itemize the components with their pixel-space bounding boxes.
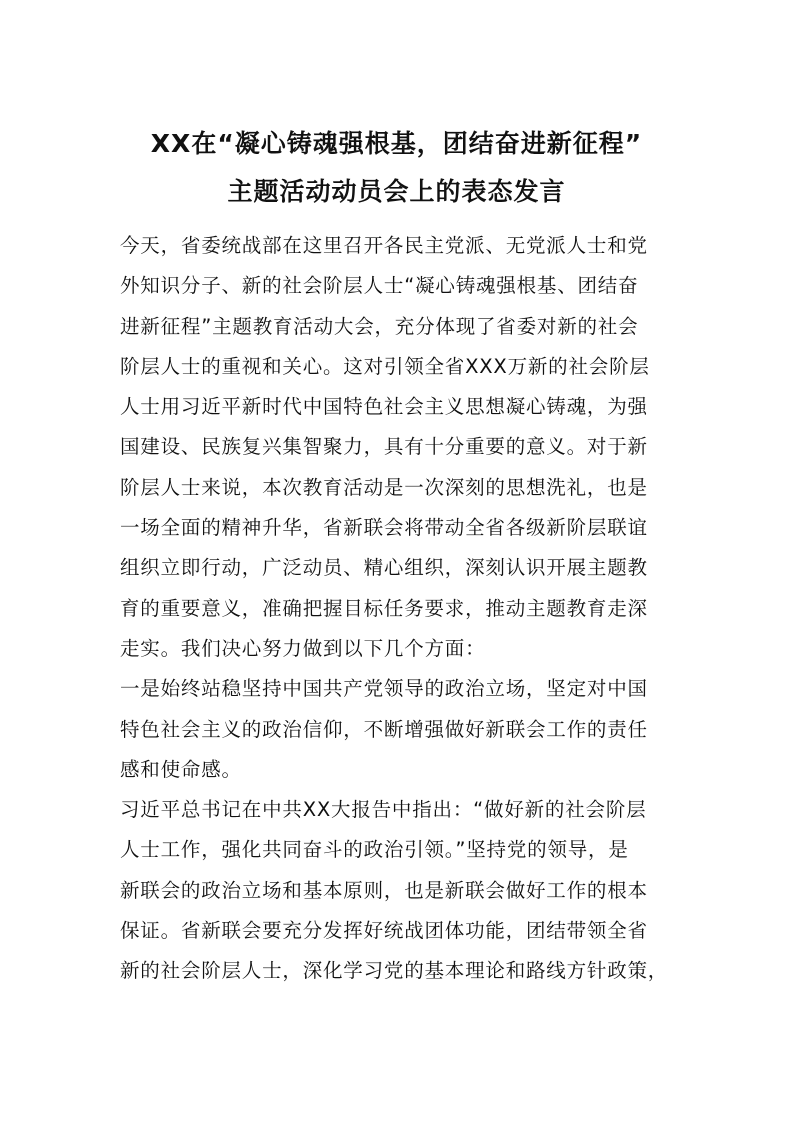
text-line: 阶层人士的重视和关心。这对引领全省XXX万新的社会阶层 (120, 354, 650, 378)
text-line: 特色社会主义的政治信仰，不断增强做好新联会工作的责任 (120, 717, 648, 741)
text-line: 国建设、民族复兴集智聚力，具有十分重要的意义。对于新 (120, 435, 648, 459)
document-title (60, 120, 733, 216)
text-line: 一场全面的精神升华，省新联会将带动全省各级新阶层联谊 (120, 516, 648, 540)
paragraph-intro (120, 226, 680, 669)
text-line: 育的重要意义，准确把握目标任务要求，推动主题教育走深 (120, 596, 648, 620)
paragraph-point-one (120, 669, 680, 790)
title-line-2: 主题活动动员会上的表态发言 (227, 177, 566, 206)
text-line: 新的社会阶层人士，深化学习党的基本理论和路线方针政策， (120, 959, 669, 983)
document-body (120, 226, 680, 992)
text-line: 新联会的政治立场和基本原则，也是新联会做好工作的根本 (120, 878, 648, 902)
text-line: 一是始终站稳坚持中国共产党领导的政治立场，坚定对中国 (120, 677, 648, 701)
text-line: 阶层人士来说，本次教育活动是一次深刻的思想洗礼，也是 (120, 475, 648, 499)
text-line: 进新征程”主题教育活动大会，充分体现了省委对新的社会 (120, 314, 639, 338)
text-line: 组织立即行动，广泛动员、精心组织，深刻认识开展主题教 (120, 556, 648, 580)
text-line: 外知识分子、新的社会阶层人士“凝心铸魂强根基、团结奋 (120, 274, 639, 298)
paragraph-quote (120, 790, 680, 991)
text-line: 人士工作，强化共同奋斗的政治引领。”坚持党的领导，是 (120, 838, 629, 862)
text-line: 感和使命感。 (120, 757, 242, 781)
text-line: 保证。省新联会要充分发挥好统战团体功能，团结带领全省 (120, 919, 648, 943)
title-line-1: XX在“凝心铸魂强根基，团结奋进新征程” (150, 129, 643, 158)
text-line: 人士用习近平新时代中国特色社会主义思想凝心铸魂，为强 (120, 395, 648, 419)
text-line: 习近平总书记在中共XX大报告中指出：“做好新的社会阶层 (120, 798, 647, 822)
text-line: 今天，省委统战部在这里召开各民主党派、无党派人士和党 (120, 234, 648, 257)
text-line: 走实。我们决心努力做到以下几个方面： (120, 636, 486, 660)
